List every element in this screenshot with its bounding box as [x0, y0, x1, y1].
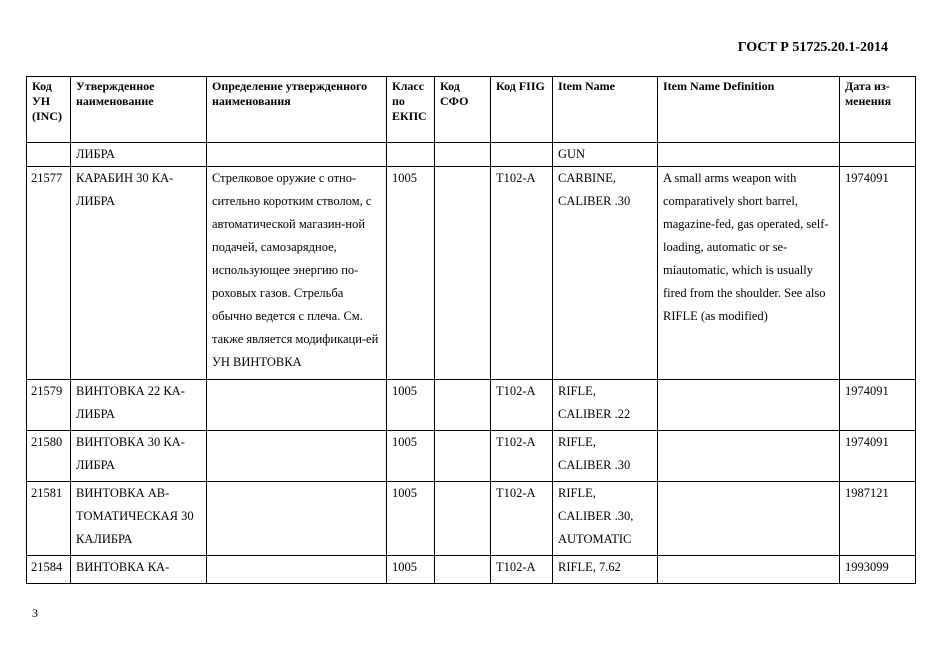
- cell-item-def: [658, 143, 840, 167]
- cell-date: 1987121: [840, 482, 916, 556]
- table-row: [27, 167, 916, 380]
- cell-inc: [27, 143, 71, 167]
- col-header-item-name: Item Name: [553, 77, 658, 143]
- cell-name: КАРАБИН 30 КА-ЛИБРА: [71, 167, 207, 380]
- cell-sfo: [435, 167, 491, 380]
- cell-item-name: RIFLE, 7.62: [553, 556, 658, 584]
- page-number: 3: [32, 606, 38, 620]
- cell-date: 1993099: [840, 556, 916, 584]
- cell-inc: 21577: [27, 167, 71, 380]
- cell-date: [840, 143, 916, 167]
- cell-inc: 21581: [27, 482, 71, 556]
- cell-name: ВИНТОВКА 30 КА-ЛИБРА: [71, 431, 207, 482]
- cell-sfo: [435, 380, 491, 431]
- cell-definition: Стрелковое оружие с отно-сительно коротким стволом, с автоматической магазин-ной подачей, самозарядное, использующее энергию по-роховых газов. Стрельба обычно ведется с плеча. См. также является модификаци-ей УН ВИНТОВКА: [207, 167, 387, 380]
- cell-fiig: T102-A: [491, 482, 553, 556]
- cell-definition: [207, 431, 387, 482]
- table-row: [27, 482, 916, 556]
- cell-sfo: [435, 143, 491, 167]
- cell-class: 1005: [387, 167, 435, 380]
- cell-item-name: RIFLE, CALIBER .22: [553, 380, 658, 431]
- cell-inc: 21584: [27, 556, 71, 584]
- cell-item-def: [658, 482, 840, 556]
- cell-sfo: [435, 556, 491, 584]
- col-header-item-def: Item Name Definition: [658, 77, 840, 143]
- cell-fiig: T102-A: [491, 167, 553, 380]
- cell-inc: 21579: [27, 380, 71, 431]
- cell-class: [387, 143, 435, 167]
- cell-date: 1974091: [840, 167, 916, 380]
- cell-date: 1974091: [840, 431, 916, 482]
- table-header-row: [27, 77, 916, 143]
- cell-class: 1005: [387, 482, 435, 556]
- cell-date: 1974091: [840, 380, 916, 431]
- cell-definition: [207, 380, 387, 431]
- cell-sfo: [435, 482, 491, 556]
- col-header-sfo: Код СФО: [435, 77, 491, 143]
- cell-item-name: RIFLE, CALIBER .30: [553, 431, 658, 482]
- col-header-approved-name: Утвержденное наименование: [71, 77, 207, 143]
- col-header-fiig: Код FIIG: [491, 77, 553, 143]
- document-standard-number: ГОСТ Р 51725.20.1-2014: [737, 40, 888, 55]
- cell-name: ВИНТОВКА АВ-ТОМАТИЧЕСКАЯ 30 КАЛИБРА: [71, 482, 207, 556]
- col-header-definition: Определение утвержденного наименования: [207, 77, 387, 143]
- cell-item-def: [658, 431, 840, 482]
- table-row: [27, 556, 916, 584]
- cell-item-def: A small arms weapon with comparatively short barrel, magazine-fed, gas operated, self-loading, automatic or se-miautomatic, which is usually fired from the shoulder. See also RIFLE (as modified): [658, 167, 840, 380]
- cell-fiig: T102-A: [491, 431, 553, 482]
- cell-item-name: CARBINE, CALIBER .30: [553, 167, 658, 380]
- cell-sfo: [435, 431, 491, 482]
- cell-fiig: [491, 143, 553, 167]
- cell-fiig: T102-A: [491, 556, 553, 584]
- col-header-date: Дата из-менения: [840, 77, 916, 143]
- cell-name: ВИНТОВКА КА-: [71, 556, 207, 584]
- cell-item-name: RIFLE, CALIBER .30, AUTOMATIC: [553, 482, 658, 556]
- table-row: [27, 431, 916, 482]
- cell-item-def: [658, 380, 840, 431]
- cell-class: 1005: [387, 556, 435, 584]
- cell-inc: 21580: [27, 431, 71, 482]
- cell-definition: [207, 482, 387, 556]
- cell-class: 1005: [387, 380, 435, 431]
- cell-class: 1005: [387, 431, 435, 482]
- table-row: [27, 380, 916, 431]
- cell-name: ВИНТОВКА 22 КА-ЛИБРА: [71, 380, 207, 431]
- cell-definition: [207, 143, 387, 167]
- cell-name: ЛИБРА: [71, 143, 207, 167]
- cell-item-name: GUN: [553, 143, 658, 167]
- items-table: [26, 76, 916, 584]
- col-header-inc: Код УН (INC): [27, 77, 71, 143]
- cell-definition: [207, 556, 387, 584]
- table-row: [27, 143, 916, 167]
- cell-item-def: [658, 556, 840, 584]
- cell-fiig: T102-A: [491, 380, 553, 431]
- col-header-class: Класс по ЕКПС: [387, 77, 435, 143]
